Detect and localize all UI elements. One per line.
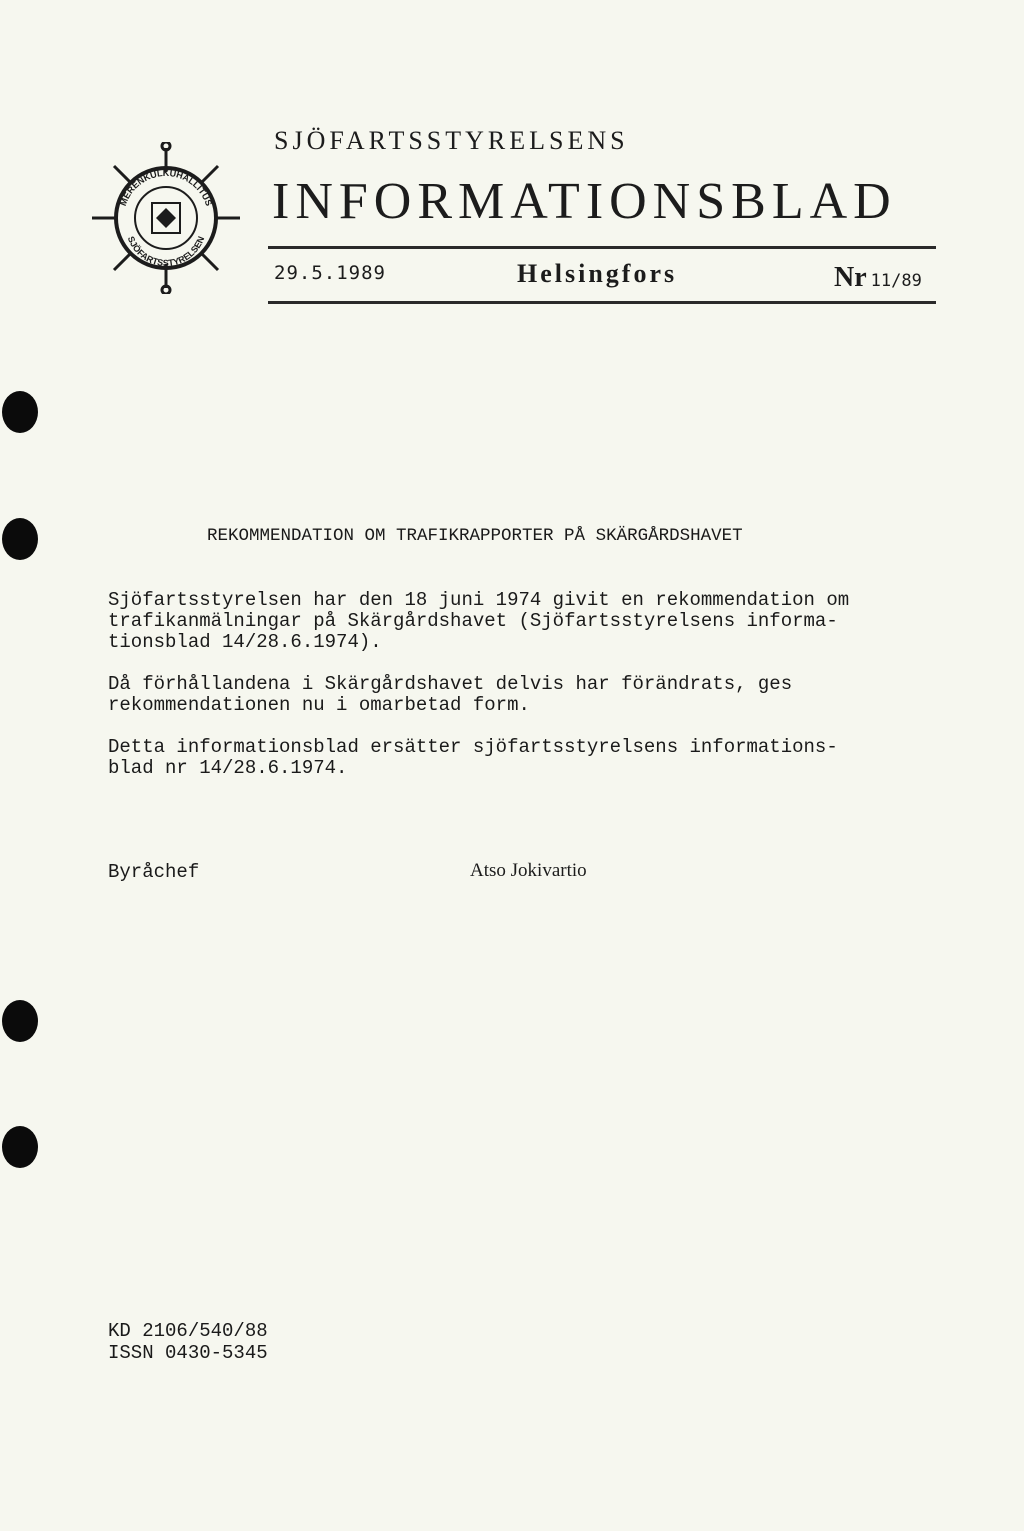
body-paragraph: Då förhållandena i Skärgårdshavet delvis har förändrats, ges rekommendationen nu i omarbetad form. [108, 673, 793, 716]
punch-hole [2, 391, 38, 433]
header-rule [268, 301, 936, 304]
reference-codes [108, 1320, 268, 1364]
signatory-title: Byråchef [108, 861, 200, 883]
svg-text:MERENKULKUHALLITUS: MERENKULKUHALLITUS [117, 168, 215, 208]
svg-text:SJÖFARTSSTYRELSEN: SJÖFARTSSTYRELSEN [125, 234, 207, 269]
ships-wheel-emblem-icon [86, 142, 246, 294]
signatory-name: Atso Jokivartio [470, 860, 587, 881]
publication-title: INFORMATIONSBLAD [272, 173, 897, 230]
body-paragraph: Sjöfartsstyrelsen har den 18 juni 1974 givit en rekommendation om trafikanmälningar på Skärgårdshavet (Sjöfartsstyrelsens informa- tionsblad 14/28.6.1974). [108, 589, 850, 653]
punch-hole [2, 1000, 38, 1042]
body-paragraph: Detta informationsblad ersätter sjöfartsstyrelsens informations- blad nr 14/28.6.1974. [108, 736, 838, 779]
reference-line: KD 2106/540/88 [108, 1320, 268, 1342]
header-rule [268, 246, 936, 249]
number-value: 11/89 [870, 271, 922, 291]
issue-date: 29.5.1989 [274, 262, 386, 284]
punch-hole [2, 1126, 38, 1168]
reference-line: ISSN 0430-5345 [108, 1342, 268, 1364]
issue-place: Helsingfors [517, 259, 678, 288]
issue-number [834, 262, 922, 294]
document-heading: REKOMMENDATION OM TRAFIKRAPPORTER PÅ SKÄRGÅRDSHAVET [207, 526, 743, 546]
organization-name: SJÖFARTSSTYRELSENS [274, 126, 629, 155]
number-label: Nr [834, 262, 867, 293]
punch-hole [2, 518, 38, 560]
